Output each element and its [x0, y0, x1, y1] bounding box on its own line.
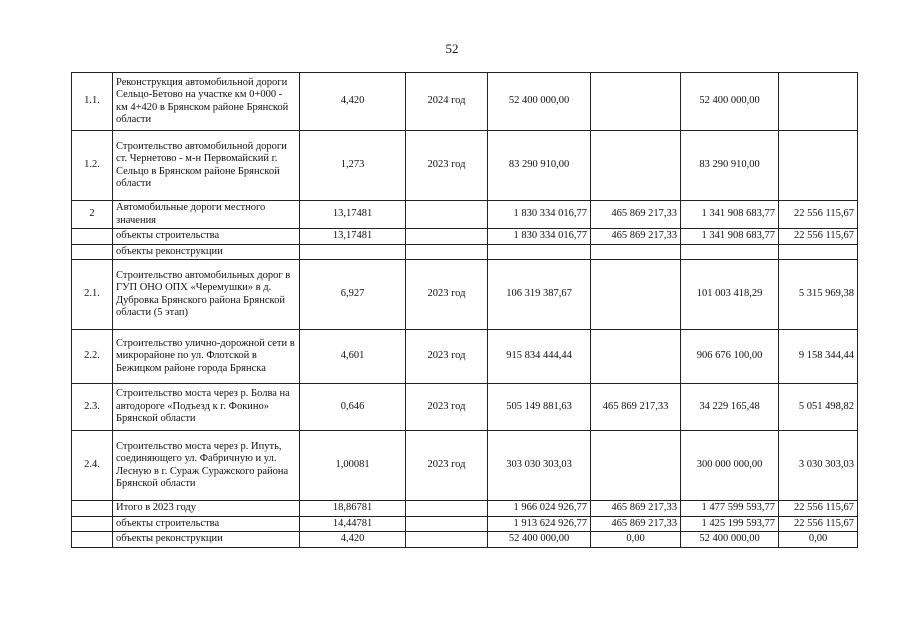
table-row: [72, 131, 858, 201]
object-name: Строительство автомобильной дороги ст. Чернетово - м-н Первомайский г. Сельцо в Брянском районе Брянской области: [113, 131, 300, 201]
year: 2023 год: [406, 260, 488, 330]
row-number: 2.3.: [72, 384, 113, 431]
total-amount: 1 830 334 016,77: [488, 201, 591, 229]
row-number: 2.1.: [72, 260, 113, 330]
federal-amount: [591, 131, 681, 201]
federal-amount: [591, 244, 681, 260]
total-amount: 106 319 387,67: [488, 260, 591, 330]
year: [406, 229, 488, 245]
row-number: 2.2.: [72, 330, 113, 384]
total-amount: 52 400 000,00: [488, 532, 591, 548]
year: [406, 501, 488, 517]
regional-amount: 1 341 908 683,77: [681, 229, 779, 245]
year: [406, 532, 488, 548]
row-number: 1.2.: [72, 131, 113, 201]
object-name: Реконструкция автомобильной дороги Сельцо-Бетово на участке км 0+000 - км 4+420 в Брянском районе Брянской области: [113, 73, 300, 131]
local-amount: 22 556 115,67: [779, 516, 858, 532]
table-row: [72, 501, 858, 517]
federal-amount: 465 869 217,33: [591, 229, 681, 245]
funding-table: [71, 72, 858, 548]
federal-amount: 465 869 217,33: [591, 501, 681, 517]
table-row: [72, 330, 858, 384]
federal-amount: 0,00: [591, 532, 681, 548]
regional-amount: 83 290 910,00: [681, 131, 779, 201]
row-number: 1.1.: [72, 73, 113, 131]
regional-amount: 34 229 165,48: [681, 384, 779, 431]
object-name: объекты реконструкции: [113, 532, 300, 548]
length-km: 6,927: [300, 260, 406, 330]
regional-amount: 1 425 199 593,77: [681, 516, 779, 532]
total-amount: 83 290 910,00: [488, 131, 591, 201]
regional-amount: 1 477 599 593,77: [681, 501, 779, 517]
page-number: 52: [445, 41, 459, 56]
total-amount: 915 834 444,44: [488, 330, 591, 384]
regional-amount: 1 341 908 683,77: [681, 201, 779, 229]
object-name: Строительство моста через р. Болва на автодороге «Подъезд к г. Фокино» Брянской области: [113, 384, 300, 431]
table-row: [72, 516, 858, 532]
row-number: [72, 516, 113, 532]
year: 2023 год: [406, 384, 488, 431]
local-amount: [779, 244, 858, 260]
local-amount: 9 158 344,44: [779, 330, 858, 384]
year: 2023 год: [406, 330, 488, 384]
row-number: [72, 501, 113, 517]
regional-amount: 52 400 000,00: [681, 532, 779, 548]
table-row: [72, 73, 858, 131]
row-number: 2: [72, 201, 113, 229]
local-amount: 5 315 969,38: [779, 260, 858, 330]
table-row: [72, 260, 858, 330]
row-number: [72, 532, 113, 548]
length-km: [300, 244, 406, 260]
length-km: 1,273: [300, 131, 406, 201]
length-km: 14,44781: [300, 516, 406, 532]
object-name: Строительство моста через р. Ипуть, соединяющего ул. Фабричную и ул. Лесную в г. Сураж Суражского района Брянской области: [113, 431, 300, 501]
regional-amount: [681, 244, 779, 260]
regional-amount: 101 003 418,29: [681, 260, 779, 330]
local-amount: [779, 131, 858, 201]
local-amount: 22 556 115,67: [779, 201, 858, 229]
row-number: [72, 244, 113, 260]
table-row: [72, 431, 858, 501]
object-name: объекты реконструкции: [113, 244, 300, 260]
length-km: 13,17481: [300, 229, 406, 245]
total-amount: 303 030 303,03: [488, 431, 591, 501]
federal-amount: 465 869 217,33: [591, 516, 681, 532]
federal-amount: [591, 330, 681, 384]
local-amount: 22 556 115,67: [779, 229, 858, 245]
federal-amount: [591, 431, 681, 501]
length-km: 0,646: [300, 384, 406, 431]
length-km: 13,17481: [300, 201, 406, 229]
local-amount: 5 051 498,82: [779, 384, 858, 431]
local-amount: 22 556 115,67: [779, 501, 858, 517]
year: [406, 244, 488, 260]
length-km: 18,86781: [300, 501, 406, 517]
table-row: [72, 244, 858, 260]
year: 2023 год: [406, 131, 488, 201]
regional-amount: 52 400 000,00: [681, 73, 779, 131]
total-amount: 1 966 024 926,77: [488, 501, 591, 517]
regional-amount: 906 676 100,00: [681, 330, 779, 384]
length-km: 4,601: [300, 330, 406, 384]
local-amount: 0,00: [779, 532, 858, 548]
federal-amount: [591, 73, 681, 131]
object-name: Итого в 2023 году: [113, 501, 300, 517]
total-amount: 1 913 624 926,77: [488, 516, 591, 532]
federal-amount: 465 869 217,33: [591, 384, 681, 431]
object-name: Строительство улично-дорожной сети в микрорайоне по ул. Флотской в Бежицком районе города Брянска: [113, 330, 300, 384]
object-name: Строительство автомобильных дорог в ГУП ОНО ОПХ «Черемушки» в д. Дубровка Брянского района Брянской области (5 этап): [113, 260, 300, 330]
local-amount: [779, 73, 858, 131]
object-name: объекты строительства: [113, 229, 300, 245]
year: [406, 516, 488, 532]
local-amount: 3 030 303,03: [779, 431, 858, 501]
length-km: 1,00081: [300, 431, 406, 501]
year: 2023 год: [406, 431, 488, 501]
row-number: [72, 229, 113, 245]
total-amount: 505 149 881,63: [488, 384, 591, 431]
federal-amount: 465 869 217,33: [591, 201, 681, 229]
total-amount: 52 400 000,00: [488, 73, 591, 131]
regional-amount: 300 000 000,00: [681, 431, 779, 501]
object-name: Автомобильные дороги местного значения: [113, 201, 300, 229]
row-number: 2.4.: [72, 431, 113, 501]
table-row: [72, 229, 858, 245]
total-amount: [488, 244, 591, 260]
object-name: объекты строительства: [113, 516, 300, 532]
total-amount: 1 830 334 016,77: [488, 229, 591, 245]
table-row: [72, 532, 858, 548]
length-km: 4,420: [300, 532, 406, 548]
table-row: [72, 384, 858, 431]
table-row: [72, 201, 858, 229]
year: [406, 201, 488, 229]
year: 2024 год: [406, 73, 488, 131]
length-km: 4,420: [300, 73, 406, 131]
federal-amount: [591, 260, 681, 330]
